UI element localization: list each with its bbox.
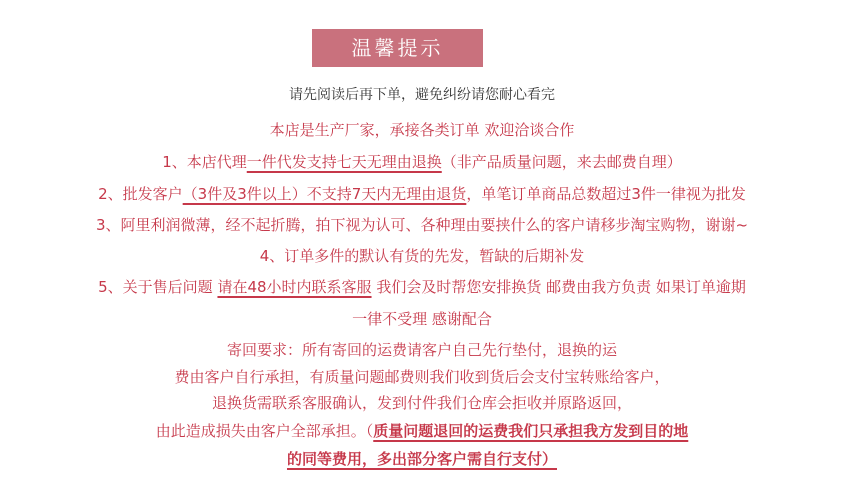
item-2-highlight: （3件及3件以上）不支持7天内无理由退货 <box>182 185 467 203</box>
item-2-prefix: 2、批发客户 <box>98 185 183 203</box>
notice-item-5-line-2: 一律不受理 感谢配合 <box>352 310 492 328</box>
return-policy-line-5 <box>0 448 844 469</box>
return-line-5-highlight: 的同等费用，多出部分客户需自行支付） <box>286 450 557 468</box>
item-5-highlight: 请在48小时内联系客服 <box>217 278 372 296</box>
notice-item-2 <box>0 183 844 204</box>
notice-item-3: 3、阿里利润微薄，经不起折腾，拍下视为认可、各种理由要挟什么的客户请移步淘宝购物，谢谢~ <box>95 216 749 234</box>
return-line-4-prefix: 由此造成损失由客户全部承担。（ <box>155 422 374 440</box>
subtitle: 请先阅读后再下单，避免纠纷请您耐心看完 <box>289 87 555 103</box>
return-line-4-highlight: 质量问题退回的运费我们只承担我方发到目的地 <box>373 422 689 440</box>
notice-item-5 <box>0 276 844 297</box>
return-policy-line-1: 寄回要求：所有寄回的运费请客户自己先行垫付，退换的运 <box>226 341 617 359</box>
return-policy-line-2: 费由客户自行承担，有质量问题邮费则我们收到货后会支付宝转账给客户， <box>174 368 670 386</box>
return-policy-line-4 <box>0 420 844 441</box>
item-1-suffix: （非产品质量问题，来去邮费自理） <box>441 153 682 171</box>
notice-item-1 <box>0 151 844 172</box>
item-2-suffix: ，单笔订单商品总数超过3件一律视为批发 <box>466 185 746 203</box>
item-5-prefix: 5、关于售后问题 <box>98 278 218 296</box>
item-1-highlight: 一件代发支持七天无理由退换 <box>246 153 442 171</box>
title-banner <box>312 29 483 67</box>
notice-item-4: 4、订单多件的默认有货的先发，暂缺的后期补发 <box>259 247 585 265</box>
return-policy-line-3: 退换货需联系客服确认，发到付件我们仓库会拒收并原路返回， <box>211 394 632 412</box>
intro-text: 本店是生产厂家，承接各类订单 欢迎洽谈合作 <box>269 121 575 139</box>
item-5-suffix: 我们会及时帮您安排换货 邮费由我方负责 如果订单逾期 <box>371 278 746 296</box>
item-1-prefix: 1、本店代理 <box>162 153 247 171</box>
page-title: 温馨提示 <box>351 36 444 60</box>
